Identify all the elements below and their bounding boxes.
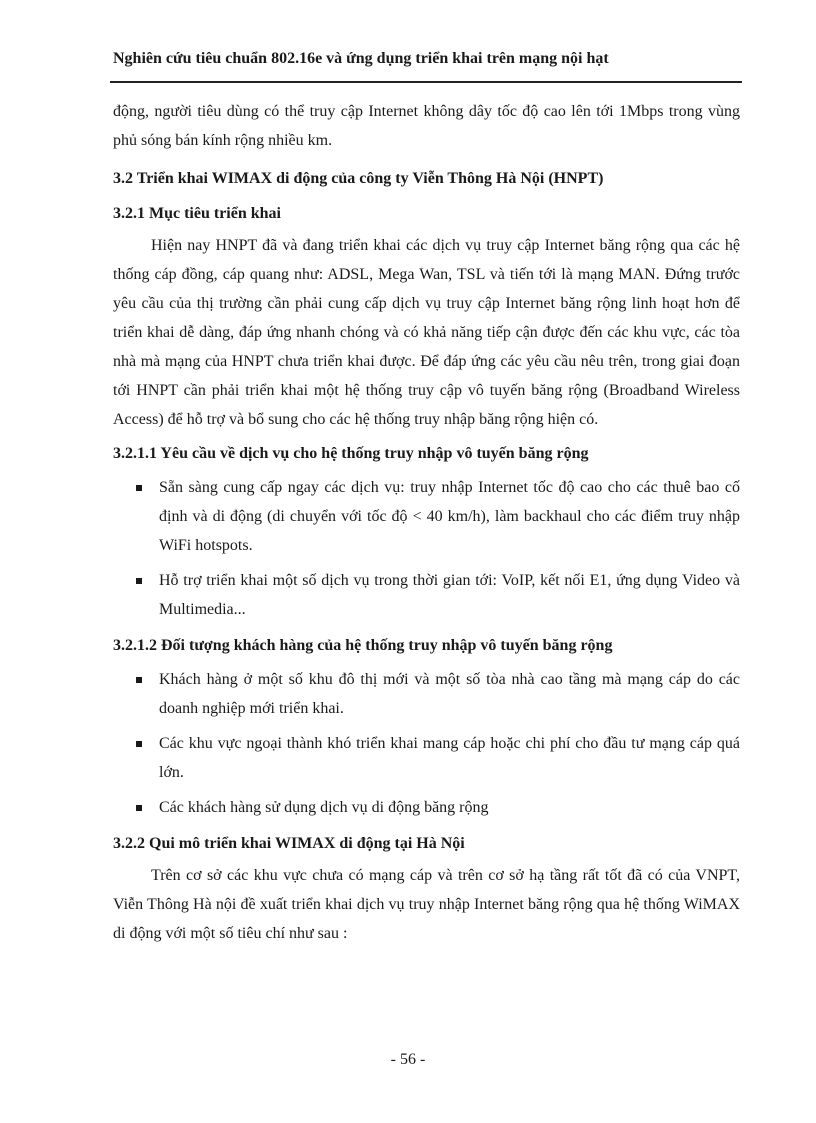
- list-item: [113, 793, 740, 822]
- list-item-text: Sẵn sàng cung cấp ngay các dịch vụ: truy nhập Internet tốc độ cao cho các thuê bao cố định và di động (di chuyển với tốc độ < 40 km/h), làm backhaul cho các điểm truy nhập WiFi hotspots.: [159, 479, 740, 554]
- list-item: [113, 566, 740, 624]
- list-item-text: Hỗ trợ triển khai một số dịch vụ trong thời gian tới: VoIP, kết nối E1, ứng dụng Video và Multimedia...: [159, 572, 740, 618]
- section-3-2-2-paragraph: Trên cơ sở các khu vực chưa có mạng cáp và trên cơ sở hạ tầng rất tốt đã có của VNPT, Viễn Thông Hà nội đề xuất triển khai dịch vụ truy nhập Internet băng rộng qua hệ thống WiMAX di động với một số tiêu chí như sau :: [113, 867, 740, 942]
- intro-continuation-paragraph: động, người tiêu dùng có thể truy cập Internet không dây tốc độ cao lên tới 1Mbps trong vùng phủ sóng bán kính rộng nhiều km.: [113, 103, 740, 149]
- list-item-text: Khách hàng ở một số khu đô thị mới và một số tòa nhà cao tầng mà mạng cáp do các doanh nghiệp mới triển khai.: [159, 671, 740, 717]
- list-item: [113, 729, 740, 787]
- square-bullet-icon: [136, 485, 142, 491]
- section-3-2-1-paragraph: Hiện nay HNPT đã và đang triển khai các dịch vụ truy cập Internet băng rộng qua các hệ thống cáp đồng, cáp quang như: ADSL, Mega Wan, TSL và tiến tới là mạng MAN. Đứng trước yêu cầu của thị trường cần phải cung cấp dịch vụ truy cập Internet băng rộng linh hoạt hơn để triển khai dễ dàng, đáp ứng nhanh chóng và có khả năng tiếp cận được đến các khu vực, các tòa nhà mà mạng của HNPT chưa triển khai được. Để đáp ứng các yêu cầu nêu trên, trong giai đoạn tới HNPT cần phải triển khai một hệ thống truy cập vô tuyến băng rộng (Broadband Wireless Access) để hỗ trợ và bổ sung cho các hệ thống truy nhập băng rộng hiện có.: [113, 237, 740, 428]
- header-divider: [110, 81, 742, 83]
- page-number: - 56 -: [390, 1051, 426, 1068]
- list-item-text: Các khách hàng sử dụng dịch vụ di động băng rộng: [159, 799, 489, 816]
- section-3-2-heading: 3.2 Triển khai WIMAX di động của công ty Viễn Thông Hà Nội (HNPT): [113, 170, 604, 187]
- list-item: [113, 473, 740, 560]
- service-requirements-list: [113, 473, 740, 624]
- target-customers-list: [113, 665, 740, 822]
- square-bullet-icon: [136, 805, 142, 811]
- section-3-2-2-heading: 3.2.2 Qui mô triển khai WIMAX di động tại Hà Nội: [113, 835, 465, 852]
- section-3-2-1-2-heading: 3.2.1.2 Đối tượng khách hàng của hệ thống truy nhập vô tuyến băng rộng: [113, 637, 613, 654]
- running-header: Nghiên cứu tiêu chuẩn 802.16e và ứng dụng triển khai trên mạng nội hạt: [113, 50, 609, 67]
- section-3-2-1-heading: 3.2.1 Mục tiêu triển khai: [113, 205, 281, 222]
- list-item: [113, 665, 740, 723]
- list-item-text: Các khu vực ngoại thành khó triển khai mang cáp hoặc chi phí cho đầu tư mạng cáp quá lớn.: [159, 735, 740, 781]
- square-bullet-icon: [136, 677, 142, 683]
- square-bullet-icon: [136, 741, 142, 747]
- square-bullet-icon: [136, 578, 142, 584]
- section-3-2-1-1-heading: 3.2.1.1 Yêu cầu về dịch vụ cho hệ thống truy nhập vô tuyến băng rộng: [113, 445, 589, 462]
- page-content: [113, 97, 740, 948]
